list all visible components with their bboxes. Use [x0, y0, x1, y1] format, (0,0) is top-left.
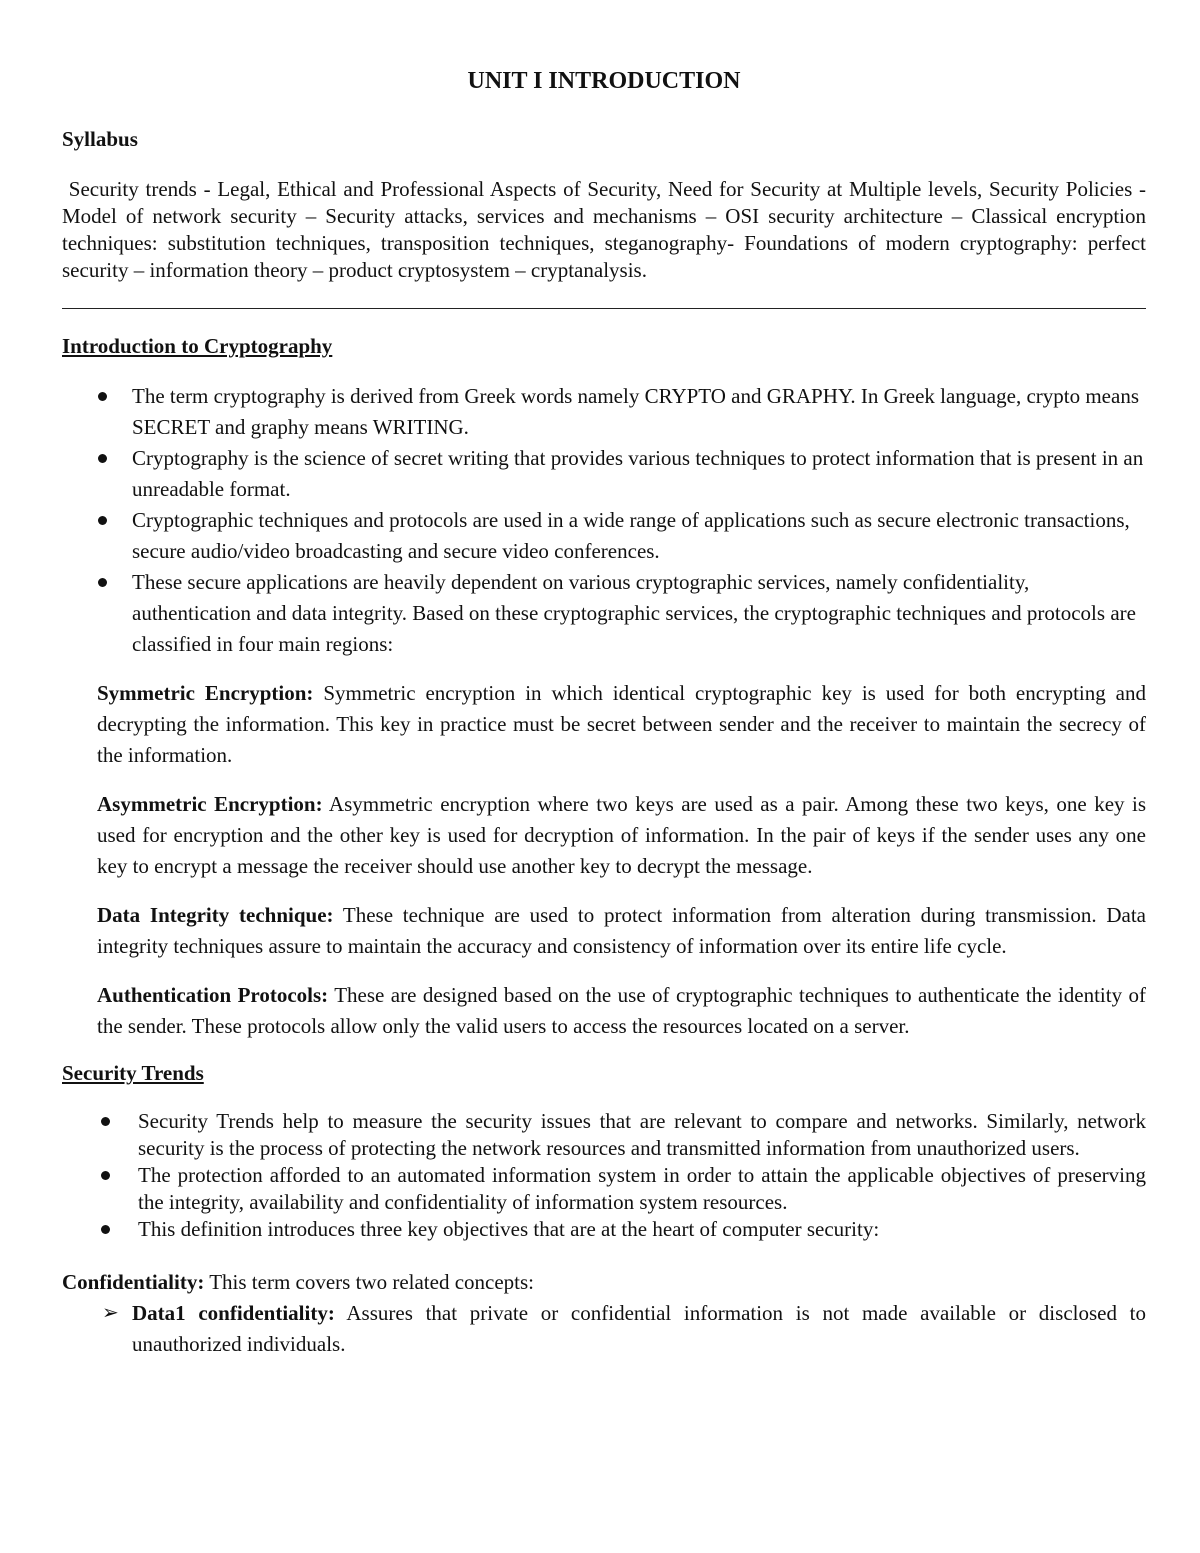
list-item-text: Cryptographic techniques and protocols are used in a wide range of applications such as secure electronic transactions, secure audio/video broadcasting and secure video conferences. [132, 508, 1130, 563]
list-item-text: Security Trends help to measure the security issues that are relevant to compare and networks. Similarly, network security is the process of protecting the network resources and transmitted information from unauthorized users. [138, 1109, 1146, 1160]
list-item [102, 1298, 1146, 1360]
page-title: UNIT I INTRODUCTION [467, 68, 741, 94]
definition-term: Symmetric Encryption: [97, 681, 314, 705]
definition-term: Authentication Protocols: [97, 983, 329, 1007]
bullet-icon [101, 1171, 110, 1180]
list-item [138, 1162, 1146, 1216]
list-item-text: This definition introduces three key objectives that are at the heart of computer security: [138, 1217, 880, 1241]
bullet-icon [101, 1225, 110, 1234]
definition-text: Asymmetric encryption where two keys are used as a pair. Among these two keys, one key is used for encryption and the other key is used for decryption of information. In the pair of keys if the sender uses any one key to encrypt a message the receiver should use another key to decrypt the message. [97, 792, 1147, 878]
syllabus-text-content: Security trends - Legal, Ethical and Professional Aspects of Security, Need for Security at Multiple levels, Security Policies - Model of network security – Security attacks, services and mechanisms – OSI security architecture – Classical encryption techniques: substitution techniques, transposition techniques, steganography- Foundations of modern cryptography: perfect security – information theory – product cryptosystem – cryptanalysis. [62, 177, 1147, 282]
bullet-icon [98, 578, 107, 587]
confidentiality-text: This term covers two related concepts: [204, 1270, 535, 1294]
definition-text: Symmetric encryption in which identical cryptographic key is used for both encrypting and decrypting the information. This key in practice must be secret between sender and the receiver to maintain the secrecy of the information. [97, 681, 1147, 767]
list-item [138, 1108, 1146, 1162]
list-item [138, 1216, 1146, 1243]
syllabus-heading: Syllabus [62, 127, 138, 151]
bullet-icon [98, 454, 107, 463]
definition-term: Asymmetric Encryption: [97, 792, 323, 816]
definition-term: Data Integrity technique: [97, 903, 334, 927]
syllabus-text [62, 176, 1146, 284]
trends-bullet-list [62, 1108, 1146, 1243]
bullet-icon [98, 516, 107, 525]
arrow-bullet-icon: ➢ [102, 1302, 119, 1324]
definition-data-integrity [97, 900, 1146, 962]
list-item-text: Assures that private or confidential information is not made available or disclosed to unauthorized individuals. [132, 1301, 1146, 1356]
definition-authentication [97, 980, 1146, 1042]
intro-heading: Introduction to Cryptography [62, 334, 333, 358]
definition-asymmetric [97, 789, 1146, 882]
confidentiality-paragraph [62, 1267, 1146, 1298]
horizontal-divider [62, 308, 1146, 309]
definition-text: These are designed based on the use of cryptographic techniques to authenticate the identity of the sender. These protocols allow only the valid users to access the resources located on a server. [97, 983, 1146, 1038]
list-item-text: The protection afforded to an automated information system in order to attain the applicable objectives of preserving the integrity, availability and confidentiality of information system resources. [138, 1163, 1146, 1214]
confidentiality-term: Confidentiality: [62, 1270, 205, 1294]
list-item [132, 567, 1146, 660]
list-item-text: Cryptography is the science of secret writing that provides various techniques to protect information that is present in an unreadable format. [132, 446, 1144, 501]
security-trends-heading: Security Trends [62, 1061, 204, 1085]
list-item [132, 381, 1146, 443]
definition-symmetric [97, 678, 1146, 771]
list-item [132, 505, 1146, 567]
bullet-icon [101, 1117, 110, 1126]
list-item [132, 443, 1146, 505]
list-item-text: The term cryptography is derived from Greek words namely CRYPTO and GRAPHY. In Greek language, crypto means SECRET and graphy means WRITING. [132, 384, 1139, 439]
confidentiality-list [62, 1298, 1146, 1360]
bullet-icon [98, 392, 107, 401]
list-item-text: These secure applications are heavily dependent on various cryptographic services, namely confidentiality, authentication and data integrity. Based on these cryptographic services, the cryptographic techniques and protocols are classified in four main regions: [132, 570, 1136, 656]
definition-text: These technique are used to protect information from alteration during transmission. Data integrity techniques assure to maintain the accuracy and consistency of information over its entire life cycle. [97, 903, 1146, 958]
intro-bullet-list [62, 381, 1146, 660]
list-item-term: Data1 confidentiality: [132, 1301, 335, 1325]
